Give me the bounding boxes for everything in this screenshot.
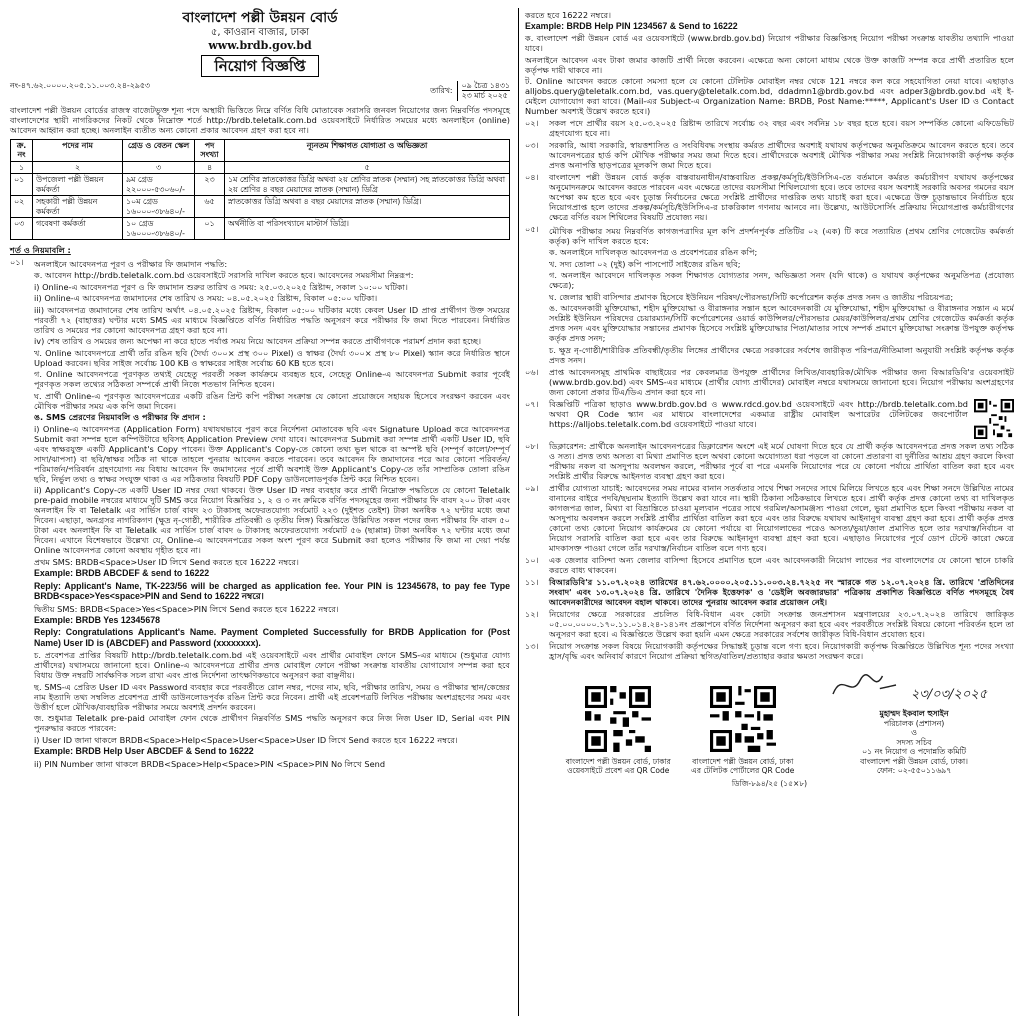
- th-grade: গ্রেড ও বেতন স্কেল: [123, 139, 195, 161]
- conditions-title: শর্ত ও নিয়মাবলি :: [10, 245, 71, 256]
- table-row: ০১ উপজেলা পল্লী উন্নয়ন কর্মকর্তা ৯ম গ্রেড ২২০০০-৫৩০৬০/- ২৩ ১ম শ্রেণির স্নাতকোত্তর ডিগ্রি অথবা ২য় শ্রেণির স্নাতক (সম্মান) সহ স্নাতকোত্তর ডিগ্রি অথবা ২য় শ্রেণির ৪ বছর মেয়াদের স্নাতক (সম্মান) ডিগ্রি: [11, 174, 510, 196]
- qr-code-icon[interactable]: [585, 686, 651, 752]
- date-box: [430, 81, 510, 101]
- org-footer: বাংলাদেশ পল্লী উন্নয়ন বোর্ড, ঢাকা।: [860, 756, 968, 766]
- qr1-caption: বাংলাদেশ পল্লী উন্নয়ন বোর্ড, ঢাকার ওয়েবসাইটে প্রবেশ এর QR Code: [565, 757, 671, 776]
- qr-code-icon[interactable]: [710, 686, 776, 752]
- posts-table: [10, 139, 510, 241]
- signer-role: সদস্য সচিব: [896, 737, 932, 747]
- clause-10: ১০। এক জেলার বাসিন্দা অন্য জেলার বাসিন্দা হিসেবে প্রমাণিত হলে এবং আবেদনকারী নিয়োগ লাভের পর বাংলাদেশের যে কোনো স্থানে চাকরি করতে বাধ্য থাকবেন।: [525, 554, 1014, 575]
- committee-name: ০১ নং নিয়োগ ও পদোন্নতি কমিটি: [861, 747, 967, 757]
- memo-row: [10, 81, 510, 101]
- clause-02: ০২। সকল পদে প্রার্থীর বয়স ২৫.০৩.২০২৫ খ্রিষ্টাব্দ তারিখে সর্বোচ্চ ৩২ বছর এবং সর্বনিম্ন ১৮ বছর হতে হবে। বয়স সম্পর্কিত কোনো এফিডেভিট গ্রহণযোগ্য হবে না।: [525, 118, 1014, 139]
- memo-number: নং-৪৭.৬২.০০০০.২০৫.১১.০০৩.২৪-২৯৫৩: [10, 80, 150, 90]
- qr-website-block: [565, 686, 672, 775]
- left-column: [10, 8, 510, 1016]
- th-count: পদ সংখ্যা: [195, 139, 225, 161]
- right-column: করতে হবে 16222 নম্বরে। Example: BRDB Help PIN 1234567 & Send to 16222 ক. বাংলাদেশ পল্লী উন্নয়ন বোর্ড এর ওয়েবসাইটে (www.brdb.gov.bd) নিয়োগ পরীক্ষার বিজ্ঞপ্তিসহ নিয়োগ পরীক্ষা সংক্রান্ত যাবতীয় তথ্যাদি পাওয়া যাবে। অনলাইনে আবেদন এবং টাকা জমার কাজটি প্রার্থী নিজে করবেন। এক্ষেত্রে অন্য কোনো মাধ্যম থেকে উক্ত কাজটি সম্পন্ন করে প্রার্থী প্রতারিত হলে কর্তৃপক্ষ দায়ী থাকবে না। ট. Online আবেদন করতে কোনো সমস্যা হলে যে কোনো টেলিটক মোবাইল নম্বর থেকে 121 নম্বরে কল করে সহযোগিতা নেয়া যাবে। এছাড়াও alljobs.query@teletalk.com.bd, vas.query@teletalk.com.bd, ddadmn1@brdb.gov.bd এবং adper3@brdb.gov.bd এই ই-মেইলে যোগাযোগ করা যাবে। (Mail-এর Subject-এ Organization Name: BRDB, Post Name:*****, Applicant's User ID ও Contact Number অবশ্যই উল্লেখ করতে হবে।) ০২। সকল পদে প্রার্থীর বয়স ২৫.০৩.২০২৫ খ্রিষ্টাব্দ তারিখে সর্বোচ্চ ৩২ বছর এবং সর্বনিম্ন ১৮ বছর হতে হবে। বয়স সম্পর্কিত কোনো এফিডেভিট গ্রহণযোগ্য হবে না। ০৩। সরকারি, আধা সরকারি, স্বায়ত্তশাসিত ও সংবিধিবদ্ধ সংস্থায় কর্মরত প্রার্থীদের অবশ্যই যথাযথ কর্তৃপক্ষের অনুমতিক্রমে আবেদন করতে হবে। তবে আবেদনপত্রের হার্ড কপি মৌখিক পরীক্ষার সময় জমা দিতে হবে। প্রার্থীদেরকে অবশ্যই মৌখিক পরীক্ষার সময় সংশ্লিষ্ট নিয়োগকারী কর্তৃপক্ষ কর্তৃক প্রদত্ত অনাপত্তি ছাড়পত্রের মূলকপি জমা দিতে হবে। ০৪। বাংলাদেশ পল্লী উন্নয়ন বোর্ড কর্তৃক বাস্তবায়নাধীন/বাস্তবায়িত প্রকল্প/কর্মসূচি/ইউসিসিএ-তে বর্তমানে কর্মরত কর্মচারীগণ যথাযথ কর্তৃপক্ষের অনুমোদনক্রমে আবেদন করতে পারবেন এবং এক্ষেত্রে তাদের বয়সসীমা শিথিলযোগ্য হবে। তবে তাদের বয়স অবশ্যই সরকারি অবসর গমনের বয়স অপেক্ষা কম হতে হবে এবং চূড়ান্ত নির্বাচনের ক্ষেত্রে সংশ্লিষ্ট প্রার্থীদের দাপ্তরিক তথ্য যাচাই করা হবে। এক্ষেত্রে উক্ত চূড়ান্তভাবে নির্বাচিত হয়ে নিয়োগপ্রাপ্ত হলে তাদের প্রকল্প/কর্মসূচি/ইউসিসিএ-র চাকরিকাল গণনায় আনবে না। উল্লেখ্য, আউটসোর্সিং প্রক্রিয়ায় নিয়োগপ্রাপ্ত কর্মচারীগণের ক্ষেত্রে বর্ণিত বয়স শিথিলের বিষয়টি প্রযোজ্য নয়। ০৫। মৌখিক পরীক্ষার সময় নিম্নবর্ণিত কাগজপত্রাদির মূল কপি প্রদর্শনপূর্বক প্রতিটির ০২ (এক) টি করে সত্যায়িত (প্রথম শ্রেণির গেজেটেড কর্মকর্তা কর্তৃক) কপি দাখিল করতে হবে: ক. অনলাইনে দাখিলকৃত আবেদনপত্র ও প্রবেশপত্রের রঙিন কপি; খ. সদ্য তোলা ০২ (দুই) কপি পাসপোর্ট সাইজের রঙিন ছবি; গ. অনলাইন আবেদনে দাখিলকৃত সকল শিক্ষাগত যোগ্যতার সনদ, অভিজ্ঞতা সনদ (যদি থাকে) ও যথাযথ কর্তৃপক্ষের অনুমতিপত্র (প্রযোজ্য ক্ষেত্রে); ঘ. জেলার স্থায়ী বাসিন্দার প্রমাণক হিসেবে ইউনিয়ন পরিষদ/পৌরসভা/সিটি কর্পোরেশন কর্তৃক প্রদত্ত সনদ ও জাতীয় পরিচয়পত্র; ঙ. আবেদনকারী মুক্তিযোদ্ধা, শহীদ মুক্তিযোদ্ধা ও বীরাঙ্গনার সন্তান হলে আবেদনকারী যে মুক্তিযোদ্ধা, শহীদ মুক্তিযোদ্ধা ও বীরাঙ্গনার সন্তান এ মর্মে সংশ্লিষ্ট ইউনিয়ন পরিষদের চেয়ারম্যান/সিটি কর্পোরেশনের ওয়ার্ড কাউন্সিলর/পৌরসভার মেয়র/কাউন্সিলর/প্রথম শ্রেণির গেজেটেড কর্মকর্তা কর্তৃক প্রদত্ত সনদ এবং মুক্তিযোদ্ধার সন্তানের প্রমাণক হিসেবে সংশ্লিষ্ট মুক্তিযোদ্ধার পিতা/মাতার সাথে সম্পর্ক প্রমাণে মুক্তিযোদ্ধা সংক্রান্ত উপযুক্ত কর্তৃপক্ষ কর্তৃক প্রদত্ত সনদ; চ. ক্ষুদ্র নৃ-গোষ্ঠী/শারীরিক প্রতিবন্ধী/তৃতীয় লিঙ্গের প্রার্থীদের ক্ষেত্রে সরকারের সর্বশেষ জারীকৃত পরিপত্র/নীতিমালা অনুযায়ী সংশ্লিষ্ট কর্তৃপক্ষ কর্তৃক প্রদত্ত সনদ। ০৬। প্রাপ্ত আবেদনসমূহ প্রাথমিক বাছাইয়ের পর কেবলমাত্র উপযুক্ত প্রার্থীদের লিখিত/ব্যবহারিক/মৌখিক পরীক্ষার জন্য বিআরডিবি'র ওয়েবসাইট (www.brdb.gov.bd) এবং SMS-এর মাধ্যমে (প্রার্থীর যোগ্য প্রার্থীদের) মোবাইল নম্বরে যথাসময়ে জানানো হবে। নিয়োগ পরীক্ষায় অংশগ্রহণের জন্য কোনো প্রকার টিএ/ডিএ প্রদান করা হবে না। ০৭। বিজ্ঞপ্তিটি পত্রিকা ছাড়াও www.brdb.gov.bd ও www.rdcd.gov.bd ওয়েবসাইটে এবং http://brdb.teletalk.com.bd অথবা QR Code স্ক্যান এর মাধ্যমে বাংলাদেশের একমাত্র রাষ্ট্রীয় মোবাইল অপারেটর টেলিটকের জবপোর্টাল https://alljobs.teletalk.com.bd ওয়েবসাইটে পাওয়া যাবে। ০৮। ডিক্লারেশন: প্রার্থীকে অনলাইন আবেদনপত্রের ডিক্লারেশন অংশে এই মর্মে ঘোষণা দিতে হবে যে প্রার্থী কর্তৃক আবেদনপত্রে প্রদত্ত সকল তথ্য সঠিক ও সত্য। প্রদত্ত তথ্য অসত্য বা মিথ্যা প্রমাণিত হলে অথবা কোনো অযোগ্যতা ধরা পড়লে বা কোনো প্রতারণা বা দুর্নীতির আশ্রয় গ্রহণ করলে কিংবা পরীক্ষায় নকল বা অসদুপায় অবলম্বন করলে, পরীক্ষার পূর্বে বা পরে এমনকি নিয়োগের পরে যে কোনো পর্যায়ে প্রার্থিতা বাতিল করা হবে এবং সংশ্লিষ্ট প্রার্থীর বিরুদ্ধে আইনগত ব্যবস্থা গ্রহণ করা হবে। ০৯। প্রার্থীর যোগ্যতা যাচাই: আবেদনের সময় নামের বানান সতর্কতার সাথে শিক্ষা সনদের সাথে মিলিয়ে লিখতে হবে এবং শিক্ষা সনদে উল্লিখিত নামের বানানের বাইরে পদবি/ছদ্মনাম ইত্যাদি উল্লেখ করা যাবে না। স্থায়ী ঠিকানা সঠিকভাবে লিখতে হবে। প্রার্থী কর্তৃক প্রদত্ত কোনো তথ্য বা দাখিলকৃত কাগজপত্র জাল, মিথ্যা বা বিভ্রান্তিতে চাওয়া মূল্যবান পত্রের সাথে গরমিল/অসামঞ্জস্য পাওয়া গেলে, ভুয়া প্রমাণিত হলে কিংবা পরীক্ষায় নকল বা অসদুপায় অবলম্বন করলে সংশ্লিষ্ট প্রার্থীর প্রার্থিতা বাতিল করা হবে এবং তার বিরুদ্ধে যথাযথ আইনানুগ ব্যবস্থা গ্রহণ করা হবে। প্রার্থী কর্তৃক প্রদত্ত কোনো তথ্য কোনো নিয়োগ কার্যক্রমের যে কোনো পর্যায়ে বা নিয়োগলাভের পরেও অসত্য/ভুয়া/জাল প্রমাণিত হলে তার দরখাস্ত/নির্বাচন বা নিয়োগ সরাসরি বাতিল করা হবে এবং তার বিরুদ্ধে আইনানুগ ব্যবস্থা গ্রহণ করা হবে। এছাড়াও নিয়োগের পূর্বে ডোপ টেস্টে কারো ক্ষেত্রে মাদকাসক্ত পাওয়া গেলে তাঁর দরখাস্ত/নির্বাচন বাতিল বলে গণ্য হবে। ১০। এক জেলার বাসিন্দা অন্য জেলার বাসিন্দা হিসেবে প্রমাণিত হলে এবং আবেদনকারী নিয়োগ লাভের পর বাংলাদেশের যে কোনো স্থানে চাকরি করতে বাধ্য থাকবেন। ১১। বিআরডিবি'র ১১.০৭.২০২৪ তারিখের ৪৭.৬২.০০০০.২০৫.১১.০০৩.২৪.৭২২৫ নং স্মারকে গত ১২.০৭.২০২৪ খ্রি. তারিখে 'প্রতিদিনের সংবাদ' এবং ১৩.০৭.২০২৪ খ্রি. তারিখে 'দৈনিক ইত্তেফাক' ও 'ডেইলি অবজারভার' পত্রিকায় প্রকাশিত বিজ্ঞপ্তিতে বর্ণিত পদসমূহে বৈধ আবেদনকারীদের আবেদন বহাল থাকবে। তাদের পুনরায় আবেদন করার প্রয়োজন নেই। ১২। নিয়োগের ক্ষেত্রে সরকারের প্রচলিত বিধি-বিধান এবং কোটা সংক্রান্ত জনপ্রশাসন মন্ত্রণালয়ের ২৩.০৭.২০২৪ তারিখে জারিকৃত ০৫.০০.০০০০.১৭০.১১.০১৪.২৪-১৪১নং প্রজ্ঞাপনে বর্ণিত নির্দেশনা অনুসরণ করা হবে এবং পরবর্তীতে সংশ্লিষ্ট বিষয়ে কোনো পরিবর্তন হলে তা অনুসরণ করা হবে। এ বিজ্ঞপ্তিতে উল্লেখ করা হয়নি এমন ক্ষেত্রে সরকারের সর্বশেষ জারীকৃত বিধি-বিধান প্রযোজ্য হবে। ১৩। নিয়োগ সংক্রান্ত সকল বিষয়ে নিয়োগকারী কর্তৃপক্ষের সিদ্ধান্তই চূড়ান্ত বলে গণ্য হবে। নিয়োগকারী কর্তৃপক্ষ বিজ্ঞপ্তিতে উল্লিখিত শূন্য পদের সংখ্যা হ্রাস/বৃদ্ধি এবং অনিবার্য কারণে নিয়োগ প্রক্রিয়া স্থগিত/বাতিল/প্রত্যাহার করার ক্ষমতা সংরক্ষণ করে। বাংলাদেশ পল্লী উন্নয়ন বোর্ড, ঢাকার ওয়েবসাইটে প্রবেশ এর QR Code বাংলাদেশ পল্লী উন্নয়ন বোর্ড, ঢাকা এর টেলিটক পোর্টালের QR Code ২৩/০৩/২০২৫ মুহাম্মদ ইকবাল হুসাইন পরিচালক (প্রশাসন) ও সদস্য সচিব ০১ নং নিয়োগ ও পদোন্নতি কমিটি বাংলাদেশ পল্লী উন্নয়ন বোর্ড, ঢাকা। ফোন: ০২-৫৫০১১৬৯৭ ডিজি-৮৯৪/২৫ (১৫×৮): [518, 8, 1014, 1016]
- th-post: পদের নাম: [33, 139, 123, 161]
- clause-04: ০৪। বাংলাদেশ পল্লী উন্নয়ন বোর্ড কর্তৃক বাস্তবায়নাধীন/বাস্তবায়িত প্রকল্প/কর্মসূচি/ইউসিসিএ-তে বর্তমানে কর্মরত কর্মচারীগণ যথাযথ কর্তৃপক্ষের অনুমোদনক্রমে আবেদন করতে পারবেন এবং এক্ষেত্রে তাদের বয়সসীমা শিথিলযোগ্য হবে। তবে তাদের বয়স অবশ্যই সরকারি অবসর গমনের বয়স অপেক্ষা কম হতে হবে এবং চূড়ান্ত নির্বাচনের ক্ষেত্রে সংশ্লিষ্ট প্রার্থীদের দাপ্তরিক তথ্য যাচাই করা হবে। এক্ষেত্রে উক্ত চূড়ান্তভাবে নির্বাচিত হয়ে নিয়োগপ্রাপ্ত হলে তাদের প্রকল্প/কর্মসূচি/ইউসিসিএ-র চাকরিকাল গণনায় আনবে না। উল্লেখ্য, আউটসোর্সিং প্রক্রিয়ায় নিয়োগপ্রাপ্ত কর্মচারীগণের ক্ষেত্রে বর্ণিত বয়স শিথিলের বিষয়টি প্রযোজ্য নয়।: [525, 172, 1014, 223]
- qr-teletalk-block: [690, 686, 797, 775]
- date-label: তারিখ:: [430, 86, 453, 96]
- clause-07: ০৭। বিজ্ঞপ্তিটি পত্রিকা ছাড়াও www.brdb.gov.bd ও www.rdcd.gov.bd ওয়েবসাইটে এবং http://brdb.teletalk.com.bd অথবা QR Code স্ক্যান এর মাধ্যমে বাংলাদেশের একমাত্র রাষ্ট্রীয় মোবাইল অপারেটর টেলিটকের জবপোর্টাল https://alljobs.teletalk.com.bd ওয়েবসাইটে পাওয়া যাবে।: [525, 399, 1014, 439]
- clause-11: ১১। বিআরডিবি'র ১১.০৭.২০২৪ তারিখের ৪৭.৬২.০০০০.২০৫.১১.০০৩.২৪.৭২২৫ নং স্মারকে গত ১২.০৭.২০২৪ খ্রি. তারিখে 'প্রতিদিনের সংবাদ' এবং ১৩.০৭.২০২৪ খ্রি. তারিখে 'দৈনিক ইত্তেফাক' ও 'ডেইলি অবজারভার' পত্রিকায় প্রকাশিত বিজ্ঞপ্তিতে বর্ণিত পদসমূহে বৈধ আবেদনকারীদের আবেদন বহাল থাকবে। তাদের পুনরায় আবেদন করার প্রয়োজন নেই।: [525, 576, 1014, 607]
- clause-01: ০১। অনলাইনে আবেদনপত্র পূরণ ও পরীক্ষার ফি জমাদান পদ্ধতি: ক. আবেদন http://brdb.teletalk.com.bd ওয়েবসাইটে সরাসরি দাখিল করতে হবে। আবেদনের সময়সীমা নিম্নরূপ: i) Online-এ আবেদনপত্র পূরণ ও ফি জমাদান শুরুর তারিখ ও সময়: ২৫.০৩.২০২৫ খ্রিষ্টাব্দ, সকাল ১০:০০ ঘটিকা। ii) Online-এ আবেদনপত্র জমাদানের শেষ তারিখ ও সময়: ০৪.০৫.২০২৫ খ্রিষ্টাব্দ, বিকাল ০৫:০০ ঘটিকা। iii) আবেদনপত্র জমাদানের শেষ তারিখ অর্থাৎ ০৪.০৫.২০২৫ খ্রিষ্টাব্দ, বিকাল ০৫:০০ ঘটিকার মধ্যে কেবল User ID প্রাপ্ত প্রার্থীগণ উক্ত সময়ের পরবর্তী ৭২ (বাহাত্তর) ঘণ্টার মধ্যে SMS এর মাধ্যমে বিজ্ঞপ্তিতে বর্ণিত নির্ধারিত পদ্ধতি অনুসরণ করে পরীক্ষার ফি জমা দিতে পারবেন। নির্ধারিত তারিখ ও সময়ের পর কোনো আবেদনপত্র গ্রহণ করা হবে না। iv) শেষ তারিখ ও সময়ের জন্য অপেক্ষা না করে হাতে পর্যাপ্ত সময় নিয়ে আবেদন প্রক্রিয়া সম্পন্ন করতে প্রার্থীগণকে পরামর্শ প্রদান করা হচ্ছে। খ. Online আবেদনপত্রে প্রার্থী তাঁর রঙিন ছবি (দৈর্ঘ্য ৩০০× প্রস্থ ৩০০ Pixel) ও স্বাক্ষর (দৈর্ঘ্য ৩০০× প্রস্থ ৮০ Pixel) স্ক্যান করে নির্ধারিত স্থানে Upload করবেন। ছবির সাইজ সর্বোচ্চ 100 KB ও স্বাক্ষরের সাইজ সর্বোচ্চ 60 KB হতে হবে। গ. Online আবেদনপত্রে পূরণকৃত তথ্যই যেহেতু পরবর্তী সকল কার্যক্রমে ব্যবহৃত হবে, সেহেতু Online-এ আবেদনপত্র Submit করার পূর্বেই পূরণকৃত সকল তথ্যের সঠিকতা সম্পর্কে প্রার্থী নিজে শতভাগ নিশ্চিত হবেন। ঘ. প্রার্থী Online-এ পূরণকৃত আবেদনপত্রের একটি রঙিন প্রিন্ট কপি পরীক্ষা সংক্রান্ত যে কোনো প্রয়োজনে সহায়ক হিসেবে সংরক্ষণ করবেন এবং মৌখিক পরীক্ষার সময় এক কপি জমা দিবেন। ঙ. SMS প্রেরণের নিয়মাবলি ও পরীক্ষার ফি প্রদান : i) Online-এ আবেদনপত্র (Application Form) যথাযথভাবে পূরণ করে নির্দেশনা মোতাবেক ছবি এবং Signature Upload করে আবেদনপত্র Submit করা সম্পন্ন হলে কম্পিউটারে ছবিসহ Application Preview দেখা যাবে। আবেদনপত্র Submit করা সম্পন্ন প্রার্থী একটি User ID, ছবি এবং স্বাক্ষরযুক্ত একটি Applicant's Copy পাবেন। উক্ত Applicant's Copy-তে কোনো তথ্য ভুল থাকে বা অস্পষ্ট ছবি (সম্পূর্ণ কালো/সম্পূর্ণ সাদা/ঝাপসা) বা ছবি/স্বাক্ষর সঠিক না থাকে তাহলে পুনরায় আবেদন করতে পারবেন। তবে আবেদন ফি জমাদানের পরে আর কোনো পরিবর্তন/পরিমার্জন/পরিবর্ধন গ্রহণযোগ্য নয় বিধায় আবেদন ফি জমাদানের পূর্বে প্রার্থী অবশ্যই উক্ত Applicant's Copy-তে তাঁর সাম্প্রতিক তোলা রঙিন ছবি, নির্ভুল তথ্য ও স্বাক্ষর সংযুক্ত থাকা ও এর সঠিকতার বিষয়টি PDF Copy ডাউনলোডপূর্বক প্রিন্ট করে নিশ্চিত হবেন। ii) Applicant's Copy-তে একটি User ID নম্বর দেয়া থাকবে। উক্ত User ID নম্বর ব্যবহার করে প্রার্থী নিম্নোক্ত পদ্ধতিতে যে কোনো Teletalk pre-paid mobile নম্বরের মাধ্যমে দুটি SMS করে নিয়োগ বিজ্ঞপ্তির ১, ২ ও ৩ নং ক্রমিকে বর্ণিত পদসমূহের জন্য পরীক্ষার ফি বাবদ ২০০ টাকা এবং অনলাইন ফি বা Teletalk এর সার্ভিস চার্জ বাবদ ২৩ টাকাসহ অফেরতযোগ্য সর্বমোট ২২৩ (দুইশত তেইশ) টাকা অনধিক ৭২ ঘণ্টার মধ্যে জমা দিবেন। এছাড়া, অনগ্রসর নাগরিকগণ (ক্ষুদ্র নৃ-গোষ্ঠী, শারীরিক প্রতিবন্ধী ও তৃতীয় লিঙ্গ) বিজ্ঞপ্তিতে উল্লিখিত সকল পদের জন্য পরীক্ষার ফি বাবদ ৫০ টাকা এবং অনলাইন ফি বা Teletalk এর সার্ভিস চার্জ বাবদ ৬ টাকাসহ অফেরতযোগ্য সর্বমোট ৫৬ (ছাপ্পান্ন) টাকা অনধিক ৭২ ঘণ্টার মধ্যে জমা দিবেন। এখানে বিশেষভাবে উল্লেখ্য যে, Online-এ আবেদনপত্রের সকল অংশ পূরণ করে Submit করা হলেও পরীক্ষার ফি জমা না দেয়া পর্যন্ত Online আবেদনপত্র কোনো অবস্থায় গৃহীত হবে না। প্রথম SMS: BRDB<Space>User ID লিখে Send করতে হবে 16222 নম্বরে। Example: BRDB ABCDEF & send to 16222 Reply: Applicant's Name, TK-223/56 will be charged as application fee. Your PIN is 12345678, to pay fee Type BRDB<space>Yes<space>PIN and Send to 16222 নম্বরে। দ্বিতীয় SMS: BRDB<Space>Yes<Space>PIN লিখে Send করতে হবে 16222 নম্বরে। Example: BRDB Yes 12345678 Reply: Congratulations Applicant's Name. Payment Completed Successfully for BRDB Application for (Post Name) User ID is (ABCDEF) and Password (xxxxxxxx). চ. প্রবেশপত্র প্রাপ্তির বিষয়টি http://brdb.teletalk.com.bd এই ওয়েবসাইটে এবং প্রার্থীর মোবাইল ফোনে SMS-এর মাধ্যমে (শুধুমাত্র যোগ্য প্রার্থীদের) যথাসময়ে জানানো হবে। Online-এ আবেদনপত্রে প্রার্থীর প্রদত্ত মোবাইল ফোনে পরীক্ষা সংক্রান্ত যাবতীয় যোগাযোগ সম্পন্ন করা হবে বিধায় উক্ত নম্বরটি সার্বক্ষণিক সচল রাখা এবং প্রাপ্ত নির্দেশনা তাৎক্ষণিকভাবে অনুসরণ করা বাঞ্ছনীয়। ছ. SMS-এ প্রেরিত User ID এবং Password ব্যবহার করে পরবর্তীতে রোল নম্বর, পদের নাম, ছবি, পরীক্ষার তারিখ, সময় ও পরীক্ষার স্থান/কেন্দ্রের নাম ইত্যাদি তথ্য সম্বলিত প্রবেশপত্র প্রার্থী ডাউনলোডপূর্বক রঙিন প্রিন্ট করে নিবেন। প্রার্থী এই প্রবেশপত্রটি লিখিত পরীক্ষায় অংশগ্রহণের সময় এবং উত্তীর্ণ হলে মৌখিক/ব্যবহারিক পরীক্ষার সময়ে অবশ্যই প্রদর্শন করবেন। জ. শুধুমাত্র Teletalk pre-paid মোবাইল ফোন থেকে প্রার্থীগণ নিম্নবর্ণিত SMS পদ্ধতি অনুসরণ করে নিজ নিজ User ID, Serial এবং PIN পুনরুদ্ধার করতে পারবেন: i) User ID জানা থাকলে BRDB<Space>Help<Space>User<Space>User ID লিখে Send করতে হবে 16222 নম্বরে। Example: BRDB Help User ABCDEF & Send to 16222 ii) PIN Number জানা থাকলে BRDB<Space>Help<Space>PIN <Space>PIN No লিখে Send: [10, 257, 510, 769]
- clause-09: ০৯। প্রার্থীর যোগ্যতা যাচাই: আবেদনের সময় নামের বানান সতর্কতার সাথে শিক্ষা সনদের সাথে মিলিয়ে লিখতে হবে এবং শিক্ষা সনদে উল্লিখিত নামের বানানের বাইরে পদবি/ছদ্মনাম ইত্যাদি উল্লেখ করা যাবে না। স্থায়ী ঠিকানা সঠিকভাবে লিখতে হবে। প্রার্থী কর্তৃক প্রদত্ত কোনো তথ্য বা দাখিলকৃত কাগজপত্র জাল, মিথ্যা বা বিভ্রান্তিতে চাওয়া মূল্যবান পত্রের সাথে গরমিল/অসামঞ্জস্য পাওয়া গেলে, ভুয়া প্রমাণিত হলে কিংবা পরীক্ষায় নকল বা অসদুপায় অবলম্বন করলে সংশ্লিষ্ট প্রার্থীর প্রার্থিতা বাতিল করা হবে এবং তার বিরুদ্ধে যথাযথ আইনানুগ ব্যবস্থা গ্রহণ করা হবে। প্রার্থী কর্তৃক প্রদত্ত কোনো তথ্য কোনো নিয়োগ কার্যক্রমের যে কোনো পর্যায়ে বা নিয়োগলাভের পরেও অসত্য/ভুয়া/জাল প্রমাণিত হলে তার দরখাস্ত/নির্বাচন বা নিয়োগ সরাসরি বাতিল করা হবে এবং তার বিরুদ্ধে আইনানুগ ব্যবস্থা গ্রহণ করা হবে। এছাড়াও নিয়োগের পূর্বে ডোপ টেস্টে কারো ক্ষেত্রে মাদকাসক্ত পাওয়া গেলে তাঁর দরখাস্ত/নির্বাচন বাতিল বলে গণ্য হবে।: [525, 482, 1014, 553]
- footer-row: [525, 667, 1014, 776]
- notice-title: নিয়োগ বিজ্ঞপ্তি: [201, 55, 318, 77]
- table-row: ০২ সহকারী পল্লী উন্নয়ন কর্মকর্তা ১০ম গ্রেড ১৬০০০-৩৮৬৪০/- ৬৫ স্নাতকোত্তর ডিগ্রি অথবা ৪ বছর মেয়াদের স্নাতক (সম্মান) ডিগ্রি।: [11, 196, 510, 218]
- signer-name: মুহাম্মদ ইকবাল হুসাইন: [879, 709, 949, 719]
- org-name: বাংলাদেশ পল্লী উন্নয়ন বোর্ড: [182, 10, 338, 26]
- table-number-row: ১ ২ ৩ ৪ ৫: [11, 161, 510, 174]
- signer-title: পরিচালক (প্রশাসন): [883, 718, 945, 728]
- date-english: ২৩ মার্চ ২০২৫: [461, 91, 508, 101]
- clause-03: ০৩। সরকারি, আধা সরকারি, স্বায়ত্তশাসিত ও সংবিধিবদ্ধ সংস্থায় কর্মরত প্রার্থীদের অবশ্যই যথাযথ কর্তৃপক্ষের অনুমতিক্রমে আবেদন করতে হবে। তবে আবেদনপত্রের হার্ড কপি মৌখিক পরীক্ষার সময় জমা দিতে হবে। প্রার্থীদেরকে অবশ্যই মৌখিক পরীক্ষার সময় সংশ্লিষ্ট নিয়োগকারী কর্তৃপক্ষ কর্তৃক প্রদত্ত অনাপত্তি ছাড়পত্রের মূলকপি জমা দিতে হবে।: [525, 140, 1014, 171]
- org-address: ৫, কাওরান বাজার, ঢাকা: [210, 27, 310, 39]
- clause-08: ০৮। ডিক্লারেশন: প্রার্থীকে অনলাইন আবেদনপত্রের ডিক্লারেশন অংশে এই মর্মে ঘোষণা দিতে হবে যে প্রার্থী কর্তৃক আবেদনপত্রে প্রদত্ত সকল তথ্য সঠিক ও সত্য। প্রদত্ত তথ্য অসত্য বা মিথ্যা প্রমাণিত হলে অথবা কোনো অযোগ্যতা ধরা পড়লে বা কোনো প্রতারণা বা দুর্নীতির আশ্রয় গ্রহণ করলে কিংবা পরীক্ষায় নকল বা অসদুপায় অবলম্বন করলে, পরীক্ষার পূর্বে বা পরে এমনকি নিয়োগের পরে যে কোনো পর্যায়ে প্রার্থিতা বাতিল করা হবে এবং সংশ্লিষ্ট প্রার্থীর বিরুদ্ধে আইনগত ব্যবস্থা গ্রহণ করা হবে।: [525, 440, 1014, 481]
- signature-block: ২৩/০৩/২০২৫ মুহাম্মদ ইকবাল হুসাইন পরিচালক (প্রশাসন) ও সদস্য সচিব ০১ নং নিয়োগ ও পদোন্নতি কমিটি বাংলাদেশ পল্লী উন্নয়ন বোর্ড, ঢাকা। ফোন: ০২-৫৫০১১৬৯৭: [814, 667, 1014, 776]
- qr-code-icon[interactable]: [974, 399, 1014, 439]
- qr2-caption: বাংলাদেশ পল্লী উন্নয়ন বোর্ড, ঢাকা এর টেলিটক পোর্টালের QR Code: [691, 757, 795, 776]
- clause-13: ১৩। নিয়োগ সংক্রান্ত সকল বিষয়ে নিয়োগকারী কর্তৃপক্ষের সিদ্ধান্তই চূড়ান্ত বলে গণ্য হবে। নিয়োগকারী কর্তৃপক্ষ বিজ্ঞপ্তিতে উল্লিখিত শূন্য পদের সংখ্যা হ্রাস/বৃদ্ধি এবং অনিবার্য কারণে নিয়োগ প্রক্রিয়া স্থগিত/বাতিল/প্রত্যাহার করার ক্ষমতা সংরক্ষণ করে।: [525, 640, 1014, 661]
- intro-paragraph: বাংলাদেশ পল্লী উন্নয়ন বোর্ডের রাজস্ব বাজেটভুক্ত শূন্য পদে অস্থায়ী ভিত্তিতে নিম্নে বর্ণিত বিধি মোতাবেক সরাসরি জনবল নিয়োগের জন্য নিম্নবর্ণিত পদসমূহে বাংলাদেশের স্থায়ী নাগরিকদের নিকট থেকে নিম্নোক্ত শর্তে http://brdb.teletalk.com.bd ওয়েবসাইটে নির্ধারিত সময়ের মধ্যে অনলাইনে (online) আবেদন আহ্বান করা হচ্ছে। অনলাইন ব্যতীত অন্য কোনো প্রকার আবেদন গ্রহণ করা হবে না।: [10, 104, 510, 135]
- header: [10, 8, 510, 77]
- table-row: ০৩ গবেষণা কর্মকর্তা ১০ গ্রেড ১৬০০০-৩৮৬৪০/- ০১ অর্থনীতি বা পরিসংখ্যানে মাস্টার্স ডিগ্রি।: [11, 218, 510, 240]
- print-code: ডিজি-৮৯৪/২৫ (১৫×৮): [731, 778, 808, 788]
- clause-06: ০৬। প্রাপ্ত আবেদনসমূহ প্রাথমিক বাছাইয়ের পর কেবলমাত্র উপযুক্ত প্রার্থীদের লিখিত/ব্যবহারিক/মৌখিক পরীক্ষার জন্য বিআরডিবি'র ওয়েবসাইট (www.brdb.gov.bd) এবং SMS-এর মাধ্যমে (প্রার্থীর যোগ্য প্রার্থীদের) মোবাইল নম্বরে যথাসময়ে জানানো হবে। নিয়োগ পরীক্ষায় অংশগ্রহণের জন্য কোনো প্রকার টিএ/ডিএ প্রদান করা হবে না।: [525, 366, 1014, 397]
- phone: ফোন: ০২-৫৫০১১৬৯৭: [876, 766, 952, 776]
- clause-12: ১২। নিয়োগের ক্ষেত্রে সরকারের প্রচলিত বিধি-বিধান এবং কোটা সংক্রান্ত জনপ্রশাসন মন্ত্রণালয়ের ২৩.০৭.২০২৪ তারিখে জারিকৃত ০৫.০০.০০০০.১৭০.১১.০১৪.২৪-১৪১নং প্রজ্ঞাপনে বর্ণিত নির্দেশনা অনুসরণ করা হবে এবং পরবর্তীতে সংশ্লিষ্ট বিষয়ে কোনো পরিবর্তন হলে তা অনুসরণ করা হবে। এ বিজ্ঞপ্তিতে উল্লেখ করা হয়নি এমন ক্ষেত্রে সরকারের সর্বশেষ জারীকৃত বিধি-বিধান প্রযোজ্য হবে।: [525, 608, 1014, 639]
- th-qualification: ন্যূনতম শিক্ষাগত যোগ্যতা ও অভিজ্ঞতা: [225, 139, 510, 161]
- clause-05: ০৫। মৌখিক পরীক্ষার সময় নিম্নবর্ণিত কাগজপত্রাদির মূল কপি প্রদর্শনপূর্বক প্রতিটির ০২ (এক) টি করে সত্যায়িত (প্রথম শ্রেণির গেজেটেড কর্মকর্তা কর্তৃক) কপি দাখিল করতে হবে: ক. অনলাইনে দাখিলকৃত আবেদনপত্র ও প্রবেশপত্রের রঙিন কপি; খ. সদ্য তোলা ০২ (দুই) কপি পাসপোর্ট সাইজের রঙিন ছবি; গ. অনলাইন আবেদনে দাখিলকৃত সকল শিক্ষাগত যোগ্যতার সনদ, অভিজ্ঞতা সনদ (যদি থাকে) ও যথাযথ কর্তৃপক্ষের অনুমতিপত্র (প্রযোজ্য ক্ষেত্রে); ঘ. জেলার স্থায়ী বাসিন্দার প্রমাণক হিসেবে ইউনিয়ন পরিষদ/পৌরসভা/সিটি কর্পোরেশন কর্তৃক প্রদত্ত সনদ ও জাতীয় পরিচয়পত্র; ঙ. আবেদনকারী মুক্তিযোদ্ধা, শহীদ মুক্তিযোদ্ধা ও বীরাঙ্গনার সন্তান হলে আবেদনকারী যে মুক্তিযোদ্ধা, শহীদ মুক্তিযোদ্ধা ও বীরাঙ্গনার সন্তান এ মর্মে সংশ্লিষ্ট ইউনিয়ন পরিষদের চেয়ারম্যান/সিটি কর্পোরেশনের ওয়ার্ড কাউন্সিলর/পৌরসভার মেয়র/কাউন্সিলর/প্রথম শ্রেণির গেজেটেড কর্মকর্তা কর্তৃক প্রদত্ত সনদ এবং মুক্তিযোদ্ধার সন্তানের প্রমাণক হিসেবে সংশ্লিষ্ট মুক্তিযোদ্ধার পিতা/মাতার সাথে সম্পর্ক প্রমাণে মুক্তিযোদ্ধা সংক্রান্ত উপযুক্ত কর্তৃপক্ষ কর্তৃক প্রদত্ত সনদ; চ. ক্ষুদ্র নৃ-গোষ্ঠী/শারীরিক প্রতিবন্ধী/তৃতীয় লিঙ্গের প্রার্থীদের ক্ষেত্রে সরকারের সর্বশেষ জারীকৃত পরিপত্র/নীতিমালা অনুযায়ী সংশ্লিষ্ট কর্তৃপক্ষ কর্তৃক প্রদত্ত সনদ।: [525, 224, 1014, 365]
- signature-date: ২৩/০৩/২০২৫: [910, 687, 988, 703]
- date-bangla: ০৯ চৈত্র ১৪৩১: [461, 80, 510, 90]
- table-header-row: [11, 139, 510, 161]
- org-website: www.brdb.gov.bd: [208, 39, 312, 53]
- th-serial: ক্র. নং: [11, 139, 33, 161]
